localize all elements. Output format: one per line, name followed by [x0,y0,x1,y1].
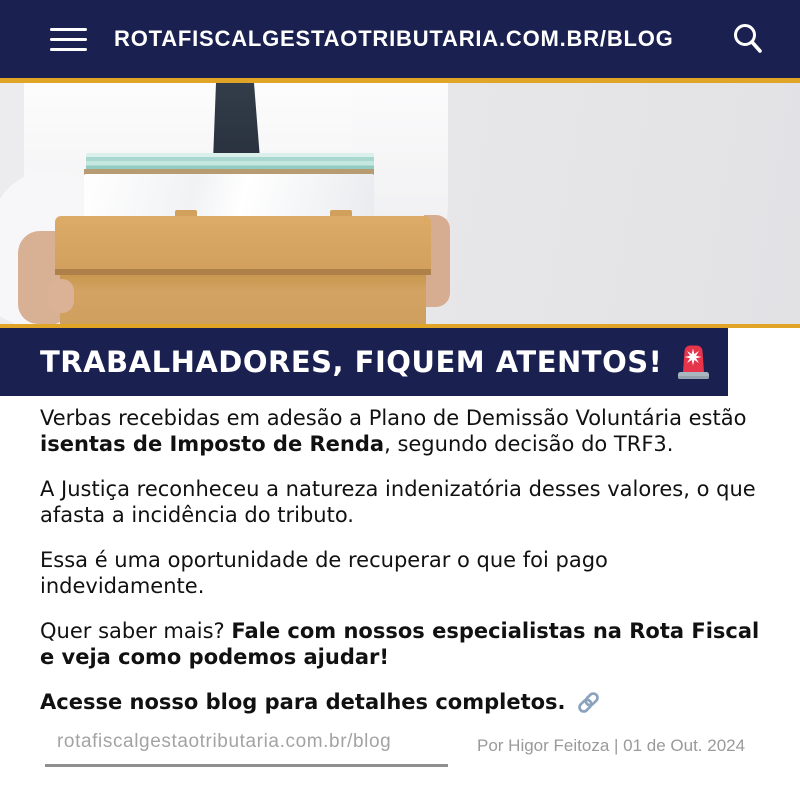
cardboard-box-front [60,275,426,324]
paragraph-oportunidade [40,547,764,599]
footer-underline [45,764,448,767]
cardboard-box-lid [55,216,431,272]
paragraph-verbas [40,405,764,457]
paragraph-bold-text: Fale com nossos especialistas na Rota Fiscal e veja como podemos ajudar! [40,619,760,669]
paragraph-text: A Justiça reconheceu a natureza indenizatória desses valores, o que afasta a incidência do tributo. [40,477,756,527]
hamburger-menu-icon[interactable] [50,28,87,51]
paragraph-text: , segundo decisão do TRF3. [384,432,674,456]
paragraph-text: Essa é uma oportunidade de recuperar o que foi pago indevidamente. [40,548,608,598]
paragraph-bold-text: isentas de Imposto de Renda [40,432,385,456]
footer-site-url[interactable]: rotafiscalgestaotributaria.com.br/blog [57,731,392,752]
paragraph-text: Quer saber mais? [40,619,232,643]
post-body [40,396,764,715]
cta-row [40,689,764,715]
rotating-light-siren-icon [675,343,712,381]
left-hand-finger [48,279,74,313]
paragraph-quer-saber [40,618,764,670]
search-icon[interactable] [732,22,764,56]
top-navbar [0,0,800,78]
cta-text: Acesse nosso blog para detalhes completos. [40,690,566,714]
link-chain-icon[interactable] [575,690,602,715]
headline-banner [0,328,728,396]
paragraph-text: Verbas recebidas em adesão a Plano de Demissão Voluntária estão [40,406,747,430]
paragraph-justica [40,476,764,528]
headline-text: TRABALHADORES, FIQUEM ATENTOS! [40,345,663,379]
navbar-url[interactable]: ROTAFISCALGESTAOTRIBUTARIA.COM.BR/BLOG [114,26,674,51]
footer-byline: Por Higor Feitoza | 01 de Out. 2024 [477,736,746,755]
hero-photo [0,83,800,324]
